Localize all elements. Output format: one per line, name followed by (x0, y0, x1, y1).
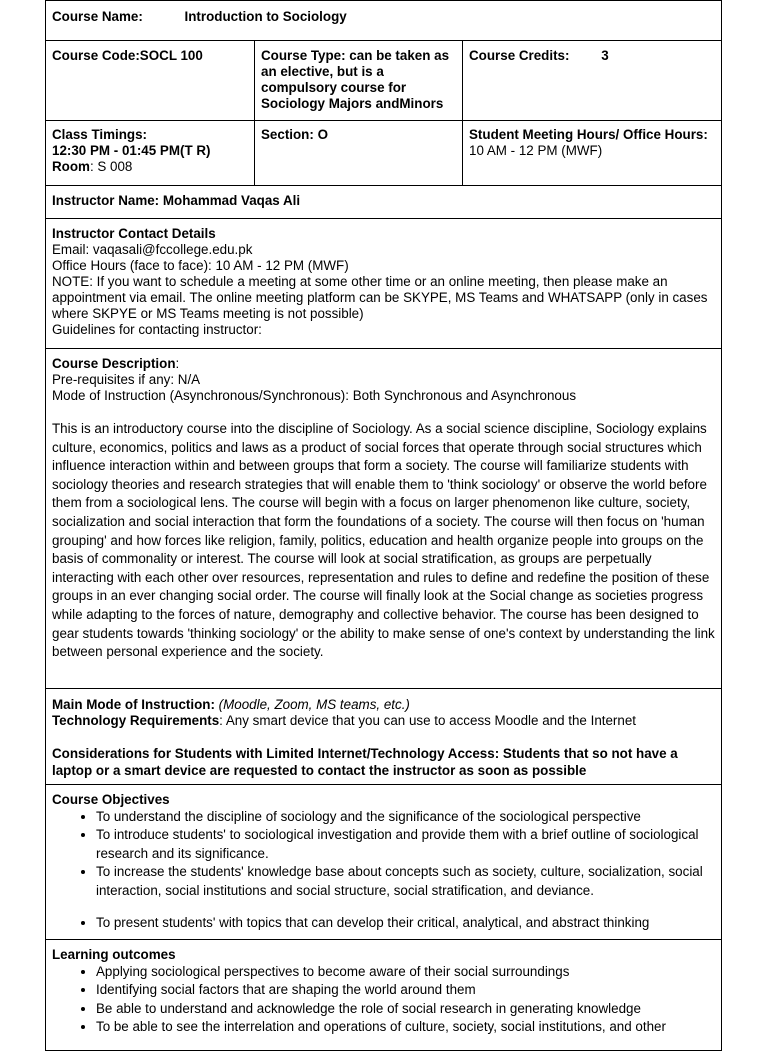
description-heading: Course Description (52, 356, 176, 371)
syllabus-table (45, 0, 722, 1051)
contact-row (46, 219, 721, 349)
class-timings-cell (46, 121, 254, 185)
section-value: O (317, 127, 328, 142)
course-code-cell (46, 41, 254, 120)
list-item: • To introduce students' to sociological investigation and provide them with a brief outline of sociological research and its significance. (96, 826, 715, 863)
course-code-label: Course Code: (52, 48, 140, 63)
objectives-list (52, 808, 715, 932)
section-label: Section: (261, 127, 314, 142)
class-timings-label: Class Timings: (52, 127, 148, 142)
objectives-heading: Course Objectives (52, 792, 170, 807)
tech-requirements-label: Technology Requirements (52, 713, 220, 728)
course-name-label: Course Name: (52, 9, 143, 24)
list-item: • Be able to understand and acknowledge the role of social research in generating knowledge (96, 1000, 715, 1018)
meeting-hours-value: 10 AM - 12 PM (MWF) (469, 143, 603, 158)
course-credits-label: Course Credits: (469, 48, 570, 63)
instructor-name: Mohammad Vaqas Ali (162, 193, 301, 208)
limited-access-considerations: Considerations for Students with Limited Internet/Technology Access: Students that so not have a laptop or a smart device are requested to contact the instructor as soon as possible (52, 746, 678, 778)
description-body: This is an introductory course into the discipline of Sociology. As a social science discipline, Sociology explains culture, economics, politics and laws as a product of social forces that operate through social structures which influence interaction within and between groups that form a society. The course will familiarize students with sociology theories and research strategies that will enable them to 'think sociology' or observe the world before them from a sociological lens. The course will begin with a focus on larger phenomenon like culture, society, socialization and social interaction that form the foundations of a society. The course will then focus on 'human grouping' and how forces like religion, family, politics, education and health organize people into groups on the basis of commonality or interest. The course will look at social stratification, as groups are perpetually interacting with each other over resources, representation and rules to define and redefine the position of these groups in an ever changing social order. The course will finally look at the Social change as societies progress while adapting to the forces of nature, demography and collective behavior. The course has been designed to gear students towards 'thinking sociology' or the ability to make sense of one's context by understanding the link between personal experience and the society. (52, 421, 715, 660)
objectives-row (46, 785, 721, 940)
contact-note: NOTE: If you want to schedule a meeting at some other time or an online meeting, then please make an appointment via email. The online meeting platform can be SKYPE, MS Teams and WHATSAPP (only in cases where SKPYE or MS Teams meeting is not possible) (52, 274, 708, 321)
main-mode-value: (Moodle, Zoom, MS teams, etc.) (218, 697, 410, 712)
contact-office-hours: Office Hours (face to face): 10 AM - 12 PM (MWF) (52, 258, 349, 273)
outcomes-heading: Learning outcomes (52, 947, 176, 962)
list-item: • Identifying social factors that are shaping the world around them (96, 981, 715, 999)
course-type-cell: Course Type: can be taken as an elective, but is a compulsory course for Sociology Majors andMinors (254, 41, 462, 120)
instructor-label: Instructor Name: (52, 193, 160, 208)
room-value: : S 008 (89, 159, 133, 174)
course-code-value: SOCL 100 (139, 48, 203, 63)
list-item: • To increase the students' knowledge base about concepts such as society, culture, socialization, social interaction, social institutions and social structure, social stratification, and deviance. (96, 863, 715, 900)
meeting-hours-cell (462, 121, 721, 185)
course-credits-value: 3 (601, 48, 609, 63)
description-row: Course Description: Pre-requisites if any: N/A Mode of Instruction (Asynchronous/Synchronous): Both Synchronous and Asynchronous This is an introductory course into the discipline of Sociology. As a social science discipline, Sociology explains culture, economics, politics and laws as a product of social forces that operate through social structures which influence interaction within and between groups that form a society. The course will familiarize students with sociology theories and research strategies that will enable them to 'think sociology' or observe the world before them from a sociological lens. The course will begin with a focus on larger phenomenon like culture, society, socialization and social interaction that form the foundations of a society. The course will then focus on 'human grouping' and how forces like religion, family, politics, education and health organize people into groups on the basis of commonality or interest. The course will look at social stratification, as groups are perpetually interacting with each other over resources, representation and rules to define and redefine the position of these groups in an ever changing social order. The course will finally look at the Social change as societies progress while adapting to the forces of nature, demography and collective behavior. The course has been designed to gear students towards 'thinking sociology' or the ability to make sense of one's context by understanding the link between personal experience and the society. (46, 349, 721, 689)
contact-email: Email: vaqasali@fccollege.edu.pk (52, 242, 253, 257)
course-name-row (46, 1, 721, 41)
outcomes-list (52, 963, 715, 1037)
instruction-row (46, 689, 721, 785)
contact-heading: Instructor Contact Details (52, 226, 216, 241)
tech-requirements-value: : Any smart device that you can use to access Moodle and the Internet (219, 713, 637, 728)
schedule-row (46, 121, 721, 186)
list-item: • To understand the discipline of sociology and the significance of the sociological perspective (96, 808, 715, 826)
list-item: • Applying sociological perspectives to become aware of their social surroundings (96, 963, 715, 981)
prerequisites: Pre-requisites if any: N/A (52, 372, 201, 387)
room-label: Room (52, 159, 90, 174)
main-mode-label: Main Mode of Instruction: (52, 697, 215, 712)
section-cell (254, 121, 462, 185)
course-credits-cell (462, 41, 721, 120)
class-timings-value: 12:30 PM - 01:45 PM(T R) (52, 143, 211, 158)
contact-guidelines: Guidelines for contacting instructor: (52, 322, 262, 337)
course-name-value: Introduction to Sociology (184, 9, 347, 24)
meeting-hours-label: Student Meeting Hours/ Office Hours: (469, 127, 708, 142)
course-info-row (46, 41, 721, 121)
outcomes-row (46, 940, 721, 1050)
instructor-row (46, 186, 721, 219)
instruction-mode: Mode of Instruction (Asynchronous/Synchronous): Both Synchronous and Asynchronous (52, 388, 577, 403)
list-item: • To present students' with topics that can develop their critical, analytical, and abstract thinking (96, 914, 715, 932)
list-item: • To be able to see the interrelation and operations of culture, society, social institutions, and other (96, 1018, 715, 1036)
